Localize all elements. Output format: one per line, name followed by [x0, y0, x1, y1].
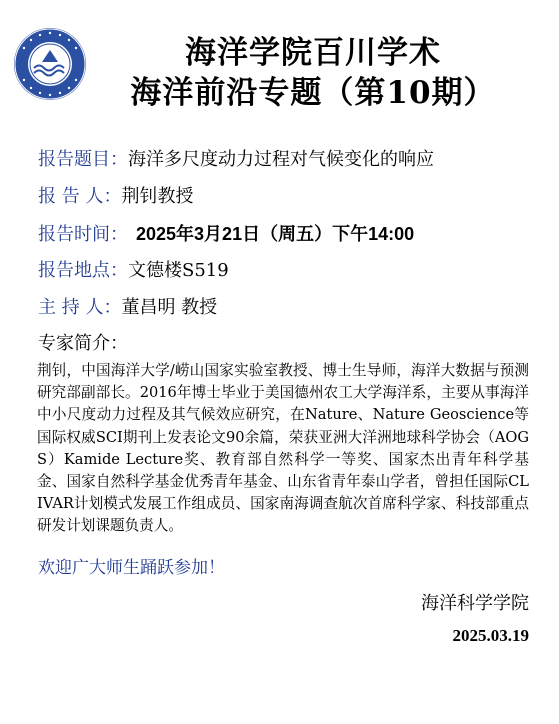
time-row [38, 222, 414, 247]
host-value: 董昌明 教授 [121, 297, 218, 318]
main-title: 海洋学院百川学术 [185, 35, 441, 71]
speaker-row [38, 185, 193, 209]
sub-title: 海洋前沿专题（第10期） [130, 75, 496, 111]
time-value: 2025年3月21日（周五）下午14:00 [136, 224, 415, 244]
topic-label: 报告题目： [38, 149, 128, 170]
bio-paragraph: 荆钊，中国海洋大学/崂山国家实验室教授、博士生导师，海洋大数据与预测研究部副部长。2016年博士毕业于美国德州农工大学海洋系，主要从事海洋中小尺度动力过程及其气候效应研究，在Nature、Nature Geoscience等国际权威SCI期刊上发表论文90余篇，荣获亚洲大洋洲地球科学协会（AOGS）Kamide Lecture奖、教育部自然科学一等奖、国家杰出青年科学基金、国家自然科学基金优秀青年基金、山东省青年泰山学者，曾担任国际CLIVAR计划模式发展工作组成员、国家南海调查航次首席科学家、科技部重点研发计划课题负责人。 [37, 362, 529, 535]
organizer-name: 海洋科学学院 [421, 593, 529, 614]
speaker-label: 报 告 人： [38, 186, 122, 207]
place-value: 文德楼S519 [128, 260, 229, 281]
host-row [38, 296, 217, 320]
bio-heading: 专家简介： [38, 333, 128, 354]
speaker-value: 荆钊教授 [121, 186, 194, 207]
place-row [38, 259, 229, 283]
time-label: 报告时间： [38, 224, 128, 245]
university-logo-icon [12, 26, 88, 102]
topic-value: 海洋多尺度动力过程对气候变化的响应 [128, 149, 434, 170]
place-label: 报告地点： [38, 260, 128, 281]
issue-date: 2025.03.19 [452, 626, 529, 645]
host-label: 主 持 人： [38, 297, 122, 318]
welcome-text: 欢迎广大师生踊跃参加！ [38, 558, 225, 578]
topic-row [38, 148, 434, 172]
